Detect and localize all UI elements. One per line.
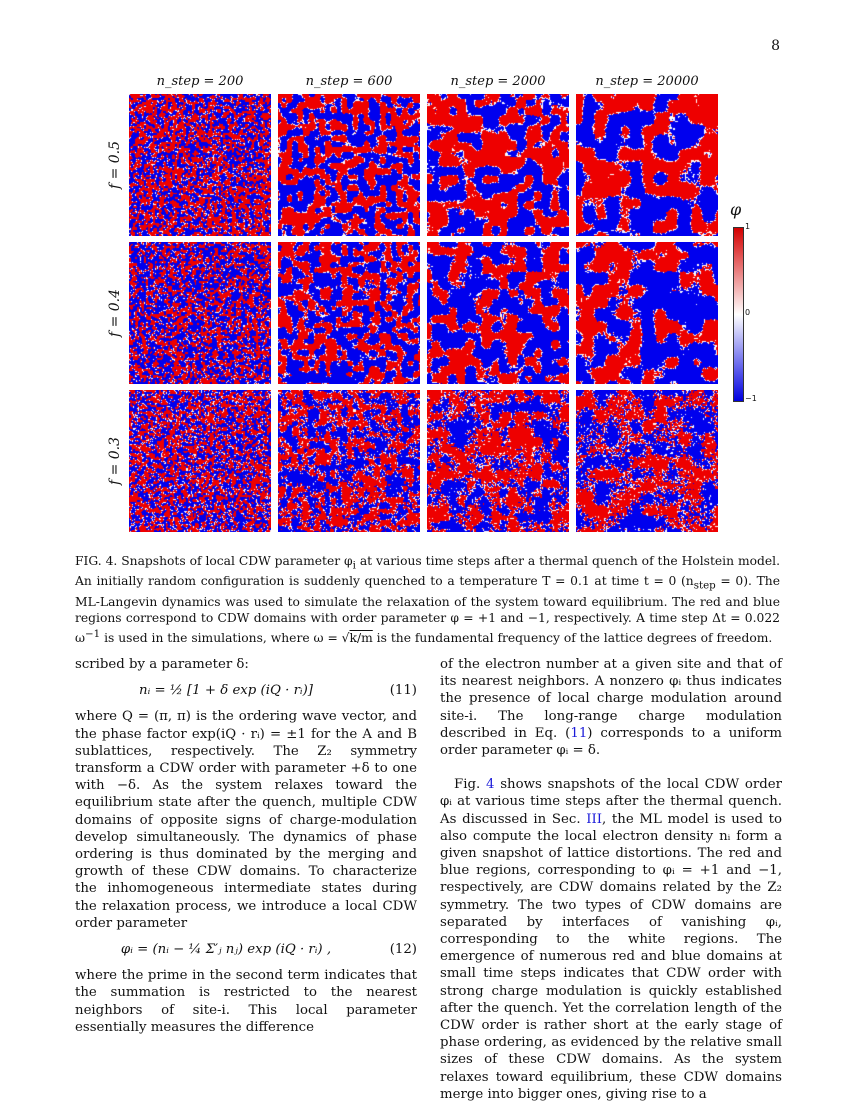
snapshot-f05-n2000	[427, 94, 569, 236]
column-label-nstep-600: n_step = 600	[305, 74, 393, 89]
snapshot-f04-n200	[129, 242, 271, 384]
snapshot-f05-n600	[278, 94, 420, 236]
equation-11-number: (11)	[389, 683, 417, 699]
row-label-f-0.3: f = 0.3	[107, 436, 124, 486]
paragraph: of the electron number at a given site and that of its nearest neighbors. A nonzero φᵢ thus indicates the presence of local charge modulation around site-i. The long-range charge modulation described in Eq. (11) corresponds to a uniform order parameter φᵢ = δ.	[440, 657, 782, 759]
paragraph: where the prime in the second term indicates that the summation is restricted to the nearest neighbors of site-i. This local parameter essentially measures the difference	[75, 968, 417, 1035]
equation-12	[75, 941, 417, 958]
equation-12-number: (12)	[389, 942, 417, 958]
colorbar-tick-min: −1	[745, 394, 757, 403]
equation-11-body: nᵢ = ½ [1 + δ exp (iQ · rᵢ)]	[139, 683, 313, 699]
equation-11	[75, 682, 417, 699]
right-text-column	[440, 656, 782, 1103]
colorbar-tick-mid: 0	[745, 308, 751, 317]
page-number: 8	[771, 38, 780, 54]
snapshot-f04-n20000	[576, 242, 718, 384]
intro-line: scribed by a parameter δ:	[75, 657, 249, 672]
row-label-f-0.5: f = 0.5	[107, 140, 124, 190]
snapshot-f04-n2000	[427, 242, 569, 384]
colorbar-tick-max: 1	[745, 222, 751, 231]
snapshot-f03-n2000	[427, 390, 569, 532]
sec-iii-link[interactable]: III	[586, 811, 603, 827]
colorbar	[733, 227, 744, 402]
eq-11-link[interactable]: 11	[570, 725, 588, 741]
snapshot-f04-n600	[278, 242, 420, 384]
equation-12-body: φᵢ = (nᵢ − ¼ Σ′ⱼ nⱼ) exp (iQ · rᵢ) ,	[120, 942, 332, 958]
column-label-nstep-20000: n_step = 20000	[595, 74, 699, 89]
column-label-nstep-200: n_step = 200	[156, 74, 244, 89]
snapshot-f03-n600	[278, 390, 420, 532]
snapshot-f05-n200	[129, 94, 271, 236]
paragraph: where Q = (π, π) is the ordering wave vector, and the phase factor exp(iQ · rᵢ) = ±1 for the A and B sublattices, respectively. The Z₂ symmetry transform a CDW order with parameter +δ to one with −δ. As the system relaxes toward the equilibrium state after the quench, multiple CDW domains of opposite signs of charge-modulation develop simultaneously. The dynamics of phase ordering is thus dominated by the merging and growth of these CDW domains. To characterize the inhomogeneous intermediate states during the relaxation process, we introduce a local CDW order parameter	[75, 709, 417, 931]
snapshot-f03-n20000	[576, 390, 718, 532]
colorbar-title: φ	[730, 200, 742, 219]
snapshot-f03-n200	[129, 390, 271, 532]
fig-4-link[interactable]: 4	[485, 777, 495, 793]
paragraph: Fig. 4 shows snapshots of the local CDW order φᵢ at various time steps after the thermal quench. As discussed in Sec. III, the ML model is used to also compute the local electron density nᵢ form a given snapshot of lattice distortions. The red and blue regions, corresponding to φᵢ = +1 and −1, respectively, are CDW domains related by the Z₂ symmetry. The two types of CDW domains are separated by interfaces of vanishing φᵢ, corresponding to the white regions. The emergence of numerous red and blue domains at small time steps indicates that CDW order with strong charge modulation is quickly established after the quench. Yet the correlation length of the CDW order is rather short at the early stage of phase ordering, as evidenced by the relative small sizes of these CDW domains. As the system relaxes toward equilibrium, these CDW domains merge into bigger ones, giving rise to a	[440, 777, 782, 1102]
figure-caption: FIG. 4. Snapshots of local CDW parameter $\varphi_i$ at various time steps after a thermal quench of the Holstein model. An initially random configuration is suddenly quenched to a temperature T = 0.1 at time t = 0 $(n_{step} = 0)$. The ML-Langevin dynamics was used to simulate the relaxation of the system toward equilibrium. The red and blue regions correspond to CDW domains with order parameter φ = +1 and −1, respectively. A time step Δt = 0.022 $\omega^{-1}$ is used in the simulations, where ω = √k/m is the fundamental frequency of the lattice degrees of freedom.	[75, 554, 781, 645]
column-label-nstep-2000: n_step = 2000	[450, 74, 546, 89]
row-label-f-0.4: f = 0.4	[107, 288, 124, 338]
snapshot-f05-n20000	[576, 94, 718, 236]
left-text-column	[75, 656, 417, 1036]
